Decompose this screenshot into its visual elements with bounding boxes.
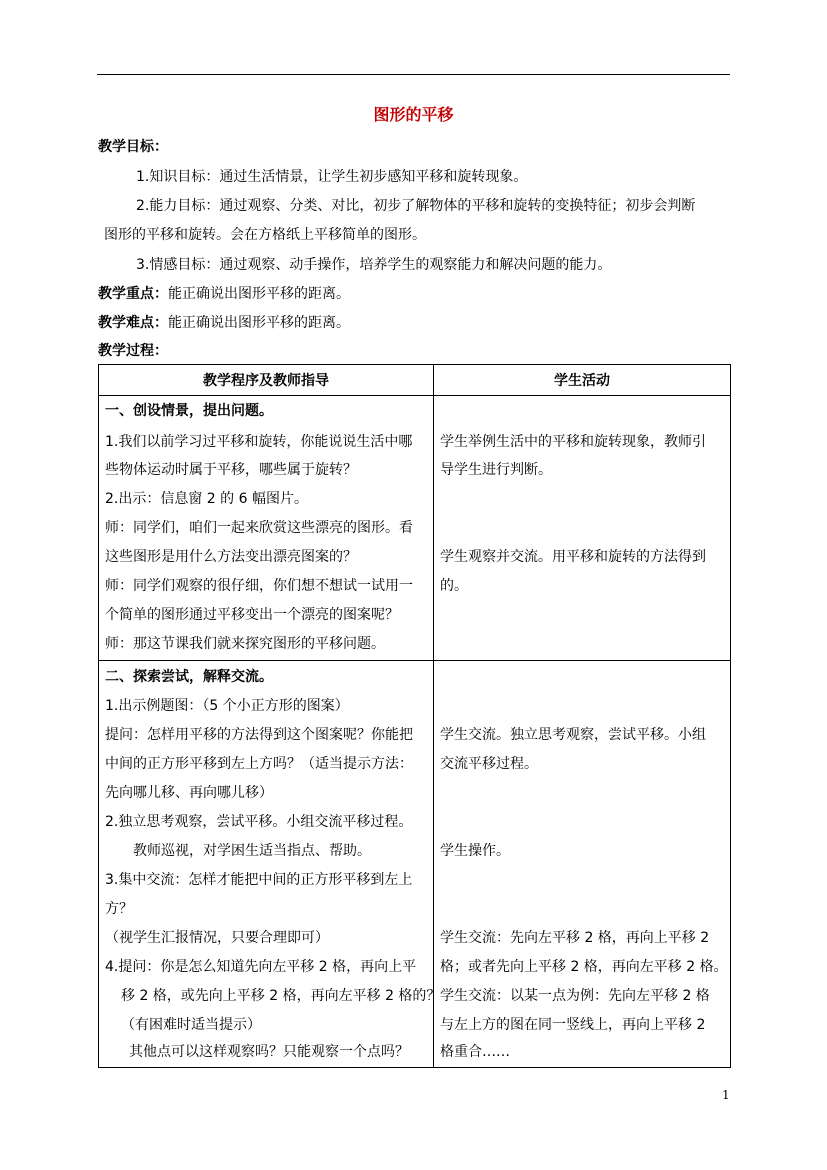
section2-line: 3.集中交流：怎样才能把中间的正方形平移到左上 xyxy=(105,872,413,888)
table-row-section1 xyxy=(99,396,731,661)
section1-teacher-cell xyxy=(99,396,434,661)
objective-ability-line1: 2.能力目标：通过观察、分类、对比，初步了解物体的平移和旋转的变换特征；初步会判断 xyxy=(136,198,696,214)
section2-line: 提问：怎样用平移的方法得到这个图案呢？你能把 xyxy=(105,727,413,743)
section1-student-cell xyxy=(434,396,731,661)
header-student-activity: 学生活动 xyxy=(434,365,731,396)
page-title: 图形的平移 xyxy=(373,105,454,124)
section2-line: 其他点可以这样观察吗？只能观察一个点吗？ xyxy=(129,1044,409,1060)
section2-student-line: 学生交流：以某一点为例：先向左平移 2 格 xyxy=(440,988,710,1004)
difficulty xyxy=(98,312,350,334)
section2-line: （视学生汇报情况，只要合理即可） xyxy=(105,930,329,946)
objective-knowledge: 1.知识目标：通过生活情景，让学生初步感知平移和旋转现象。 xyxy=(136,169,528,185)
header-teacher-guidance: 教学程序及教师指导 xyxy=(99,365,434,396)
table-header-row xyxy=(99,365,731,396)
section1-heading: 一、创设情景，提出问题。 xyxy=(105,403,273,419)
objective-emotion: 3.情感目标：通过观察、动手操作，培养学生的观察能力和解决问题的能力。 xyxy=(136,257,612,273)
section2-line: 移 2 格，或先向上平移 2 格，再向左平移 2 格的？ xyxy=(121,988,441,1004)
section1-line: 师：那这节课我们就来探究图形的平移问题。 xyxy=(105,636,385,652)
section1-line: 师：同学们，咱们一起来欣赏这些漂亮的图形。看 xyxy=(105,520,413,536)
section1-line: 个简单的图形通过平移变出一个漂亮的图案呢？ xyxy=(105,607,399,623)
teaching-process-table xyxy=(98,364,731,1068)
section2-heading: 二、探索尝试，解释交流。 xyxy=(105,669,273,685)
section2-teacher-cell xyxy=(99,661,441,1068)
header-rule xyxy=(97,74,730,75)
section2-student-line: 格；或者先向上平移 2 格，再向左平移 2 格。 xyxy=(440,959,728,975)
section2-line: 2.独立思考观察，尝试平移。小组交流平移过程。 xyxy=(105,814,413,830)
key-point xyxy=(98,283,350,305)
section1-student-line: 学生举例生活中的平移和旋转现象，教师引 xyxy=(440,434,706,450)
section2-line: （有困难时适当提示） xyxy=(121,1017,261,1033)
section2-line: 教师巡视，对学困生适当指点、帮助。 xyxy=(133,843,371,859)
section2-student-line: 格重合…… xyxy=(440,1044,510,1060)
section1-line: 师：同学们观察的很仔细，你们想不想试一试用一 xyxy=(105,578,413,594)
section2-line: 中间的正方形平移到左上方吗？（适当提示方法： xyxy=(105,756,413,772)
section2-student-line: 学生操作。 xyxy=(440,843,510,859)
section1-line: 些物体运动时属于平移，哪些属于旋转？ xyxy=(105,462,357,478)
section1-student-line: 的。 xyxy=(440,578,468,594)
section1-student-line: 导学生进行判断。 xyxy=(440,462,552,478)
section1-line: 这些图形是用什么方法变出漂亮图案的？ xyxy=(105,549,357,565)
section2-line: 方？ xyxy=(105,901,133,917)
section2-student-cell xyxy=(434,661,731,1068)
section2-line: 4.提问：你是怎么知道先向左平移 2 格，再向上平 xyxy=(105,959,417,975)
section2-student-line: 交流平移过程。 xyxy=(440,756,538,772)
key-point-text: 能正确说出图形平移的距离。 xyxy=(168,286,350,302)
section1-line: 2.出示：信息窗 2 的 6 幅图片。 xyxy=(105,491,308,507)
key-point-label: 教学重点： xyxy=(98,286,168,302)
page-number: 1 xyxy=(722,1088,730,1102)
process-heading: 教学过程： xyxy=(98,343,168,359)
objectives-heading: 教学目标： xyxy=(98,139,168,155)
table-row-section2 xyxy=(99,661,731,1068)
section1-student-line: 学生观察并交流。用平移和旋转的方法得到 xyxy=(440,549,706,565)
section2-student-line: 与左上方的图在同一竖线上，再向上平移 2 xyxy=(440,1017,706,1033)
section2-student-line: 学生交流：先向左平移 2 格，再向上平移 2 xyxy=(440,930,710,946)
section2-line: 先向哪儿移、再向哪儿移） xyxy=(105,785,273,801)
section2-line: 1.出示例题图：（5 个小正方形的图案） xyxy=(105,698,349,714)
difficulty-label: 教学难点： xyxy=(98,315,168,331)
difficulty-text: 能正确说出图形平移的距离。 xyxy=(168,315,350,331)
objective-ability-line2: 图形的平移和旋转。会在方格纸上平移简单的图形。 xyxy=(104,227,426,243)
section2-student-line: 学生交流。独立思考观察，尝试平移。小组 xyxy=(440,727,706,743)
section1-line: 1.我们以前学习过平移和旋转，你能说说生活中哪 xyxy=(105,434,413,450)
